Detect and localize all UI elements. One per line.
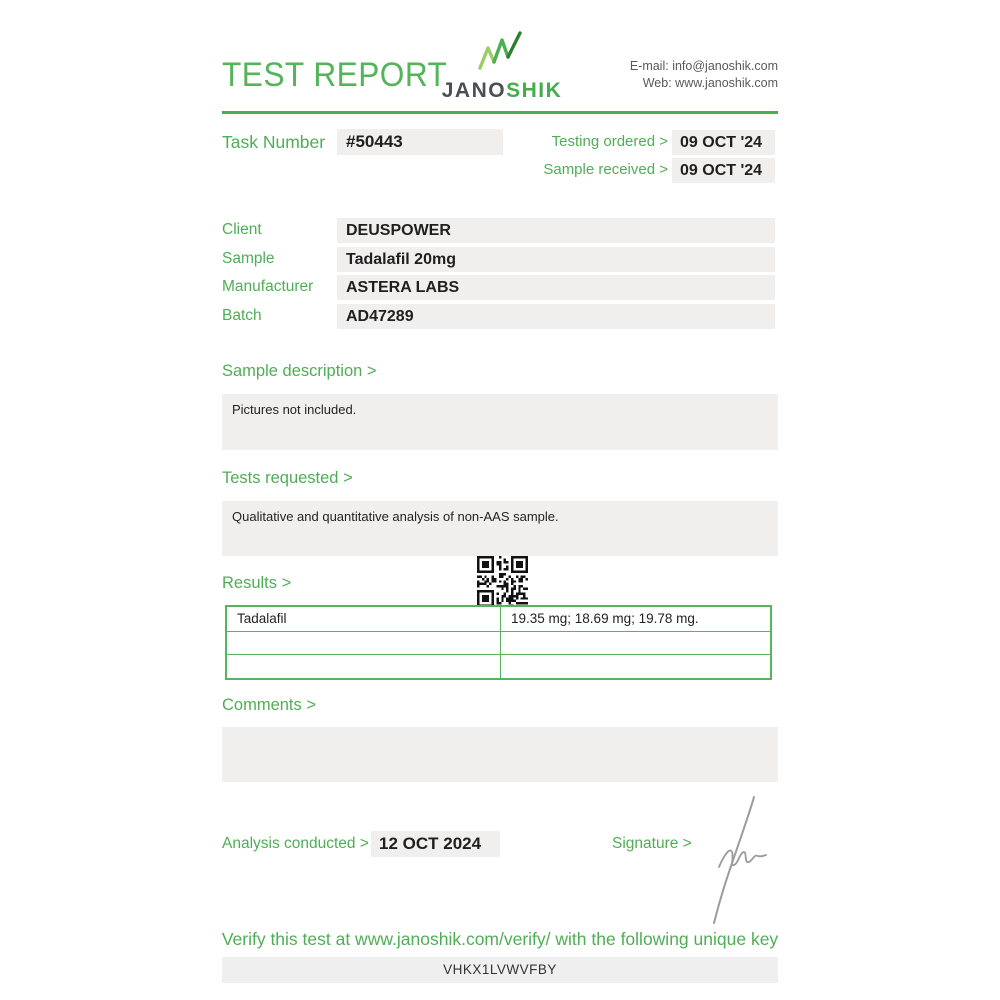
logo-text-right: SHIK bbox=[506, 79, 563, 102]
verify-key: VHKX1LVWVFBY bbox=[222, 957, 778, 983]
task-number-value: #50443 bbox=[337, 129, 503, 155]
results-row-value bbox=[500, 654, 770, 678]
batch-label: Batch bbox=[222, 307, 262, 324]
logo-text-left: JANO bbox=[441, 79, 507, 102]
logo-wordmark bbox=[437, 79, 567, 103]
contact-block bbox=[630, 58, 778, 92]
results-table bbox=[225, 605, 772, 680]
batch-value: AD47289 bbox=[337, 304, 775, 329]
sample-value: Tadalafil 20mg bbox=[337, 247, 775, 272]
analysis-date-value: 12 OCT 2024 bbox=[371, 831, 500, 857]
header-divider bbox=[222, 111, 778, 114]
comments-heading: Comments > bbox=[222, 696, 316, 714]
sample-description-box: Pictures not included. bbox=[222, 394, 778, 450]
contact-email-line bbox=[630, 58, 778, 75]
tests-requested-heading: Tests requested > bbox=[222, 469, 353, 487]
manufacturer-value: ASTERA LABS bbox=[337, 275, 775, 300]
email-value: info@janoshik.com bbox=[672, 59, 778, 73]
results-row-value: 19.35 mg; 18.69 mg; 19.78 mg. bbox=[500, 607, 770, 631]
qr-code-icon bbox=[477, 556, 528, 612]
sample-received-label: Sample received > bbox=[543, 161, 668, 178]
sample-label: Sample bbox=[222, 250, 275, 267]
tests-requested-box: Qualitative and quantitative analysis of non-AAS sample. bbox=[222, 501, 778, 556]
testing-ordered-value: 09 OCT '24 bbox=[672, 130, 775, 155]
comments-box bbox=[222, 727, 778, 782]
client-label: Client bbox=[222, 221, 262, 238]
client-value: DEUSPOWER bbox=[337, 218, 775, 243]
testing-ordered-label: Testing ordered > bbox=[551, 133, 668, 150]
task-number-label: Task Number bbox=[222, 132, 326, 152]
logo-chart-icon bbox=[475, 59, 529, 76]
analysis-conducted-label: Analysis conducted > bbox=[222, 835, 369, 852]
manufacturer-label: Manufacturer bbox=[222, 278, 314, 295]
logo bbox=[437, 30, 567, 103]
signature-label: Signature > bbox=[612, 835, 692, 852]
contact-web-line bbox=[630, 75, 778, 92]
web-label: Web: bbox=[642, 76, 672, 90]
page-title: TEST REPORT bbox=[222, 56, 448, 94]
signature-scribble bbox=[697, 793, 769, 933]
results-row-analyte bbox=[227, 631, 500, 655]
web-value: www.janoshik.com bbox=[675, 76, 778, 90]
results-heading: Results > bbox=[222, 574, 292, 592]
verify-instruction: Verify this test at www.janoshik.com/verify/ with the following unique key bbox=[221, 929, 779, 949]
email-label: E-mail: bbox=[629, 59, 669, 73]
sample-description-heading: Sample description > bbox=[222, 362, 377, 380]
results-row-analyte bbox=[227, 654, 500, 678]
results-row-analyte: Tadalafil bbox=[237, 611, 287, 627]
sample-received-value: 09 OCT '24 bbox=[672, 158, 775, 183]
results-row-value bbox=[500, 631, 770, 655]
